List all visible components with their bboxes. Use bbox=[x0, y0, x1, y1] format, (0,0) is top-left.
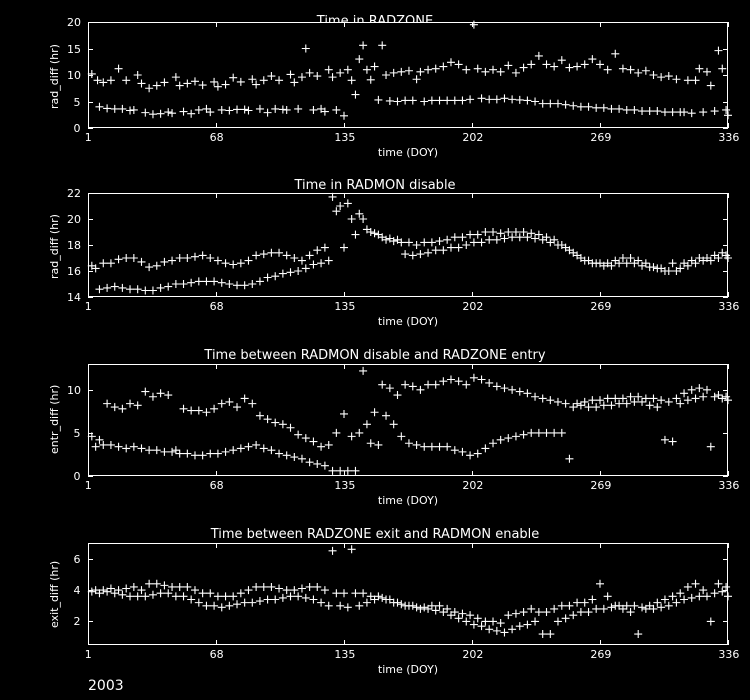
y-tick bbox=[723, 128, 728, 129]
x-tick bbox=[344, 364, 345, 369]
x-tick bbox=[344, 292, 345, 297]
x-tick-label: 269 bbox=[590, 479, 612, 492]
x-tick-label: 202 bbox=[462, 300, 484, 313]
x-tick-label: 269 bbox=[590, 131, 612, 144]
y-tick bbox=[723, 621, 728, 622]
y-tick bbox=[723, 433, 728, 434]
x-tick-label: 202 bbox=[462, 479, 484, 492]
y-tick bbox=[88, 245, 93, 246]
y-tick bbox=[88, 22, 93, 23]
y-tick bbox=[723, 75, 728, 76]
x-tick bbox=[600, 543, 601, 548]
x-tick bbox=[216, 123, 217, 128]
x-tick bbox=[728, 123, 729, 128]
x-tick-label: 135 bbox=[334, 648, 356, 661]
x-tick-label: 68 bbox=[209, 300, 224, 313]
x-tick-label: 1 bbox=[84, 479, 92, 492]
y-tick bbox=[88, 559, 93, 560]
x-tick-label: 68 bbox=[209, 131, 224, 144]
x-tick bbox=[600, 292, 601, 297]
x-tick bbox=[600, 364, 601, 369]
y-tick-label: 10 bbox=[67, 383, 81, 397]
x-tick-label: 1 bbox=[84, 648, 92, 661]
x-tick bbox=[88, 543, 89, 548]
y-axis-label: exit_diff (hr) bbox=[48, 560, 61, 628]
y-tick bbox=[723, 102, 728, 103]
y-tick bbox=[88, 621, 93, 622]
x-tick bbox=[88, 364, 89, 369]
y-tick-label: 0 bbox=[73, 470, 81, 483]
x-tick-label: 202 bbox=[462, 131, 484, 144]
x-tick bbox=[472, 292, 473, 297]
y-tick bbox=[88, 128, 93, 129]
x-tick bbox=[472, 543, 473, 548]
y-tick bbox=[88, 271, 93, 272]
y-tick-label: 18 bbox=[67, 239, 81, 252]
chart-title: Time between RADMON disable and RADZONE entry bbox=[204, 348, 546, 363]
x-tick-label: 269 bbox=[590, 648, 612, 661]
y-tick bbox=[88, 49, 93, 50]
x-tick-label: 135 bbox=[334, 131, 356, 144]
y-tick-label: 16 bbox=[67, 265, 81, 278]
y-tick bbox=[723, 193, 728, 194]
x-tick bbox=[216, 22, 217, 27]
x-axis-label: time (DOY) bbox=[377, 663, 439, 676]
x-axis-label: time (DOY) bbox=[377, 315, 439, 328]
x-axis-label: time (DOY) bbox=[377, 494, 439, 507]
plot-area bbox=[88, 543, 728, 645]
x-tick-label: 135 bbox=[334, 300, 356, 313]
y-tick-label: 22 bbox=[67, 187, 81, 200]
y-tick bbox=[723, 476, 728, 477]
plot-area bbox=[88, 364, 728, 476]
x-tick bbox=[728, 471, 729, 476]
x-tick bbox=[216, 471, 217, 476]
x-tick bbox=[472, 22, 473, 27]
x-tick bbox=[728, 543, 729, 548]
x-tick bbox=[728, 640, 729, 645]
x-tick bbox=[728, 193, 729, 198]
x-tick bbox=[88, 640, 89, 645]
chart-title: Time between RADZONE exit and RADMON enable bbox=[210, 527, 540, 542]
y-axis-label: entr_diff (hr) bbox=[48, 384, 61, 454]
x-tick bbox=[344, 640, 345, 645]
y-tick bbox=[723, 590, 728, 591]
x-tick bbox=[344, 123, 345, 128]
x-tick bbox=[600, 22, 601, 27]
y-tick-label: 6 bbox=[73, 552, 81, 566]
x-tick bbox=[600, 193, 601, 198]
y-tick bbox=[88, 390, 93, 391]
x-tick bbox=[344, 543, 345, 548]
x-tick-label: 1 bbox=[84, 131, 92, 144]
y-tick bbox=[723, 245, 728, 246]
y-tick-label: 20 bbox=[67, 16, 81, 29]
chart-title: Time in RADMON disable bbox=[294, 178, 456, 193]
y-tick-label: 0 bbox=[73, 122, 81, 135]
y-tick bbox=[88, 75, 93, 76]
x-tick bbox=[344, 22, 345, 27]
x-tick bbox=[216, 193, 217, 198]
y-tick-label: 10 bbox=[67, 69, 81, 82]
x-axis-label: time (DOY) bbox=[377, 146, 439, 159]
x-tick-label: 68 bbox=[209, 479, 224, 492]
y-axis-label: rad_diff (hr) bbox=[48, 44, 61, 109]
y-tick-label: 5 bbox=[73, 95, 81, 109]
year-label: 2003 bbox=[88, 678, 124, 694]
x-tick-label: 135 bbox=[334, 479, 356, 492]
x-tick-label: 1 bbox=[84, 300, 92, 313]
x-tick bbox=[728, 292, 729, 297]
x-tick-label: 336 bbox=[718, 131, 740, 144]
y-tick-label: 15 bbox=[67, 42, 81, 56]
y-tick bbox=[723, 297, 728, 298]
x-tick-label: 336 bbox=[718, 648, 740, 661]
x-tick bbox=[600, 640, 601, 645]
x-tick bbox=[728, 22, 729, 27]
x-tick bbox=[728, 364, 729, 369]
y-tick bbox=[723, 219, 728, 220]
y-tick bbox=[723, 271, 728, 272]
y-tick bbox=[88, 590, 93, 591]
x-tick bbox=[472, 123, 473, 128]
y-tick bbox=[88, 193, 93, 194]
x-tick bbox=[600, 123, 601, 128]
plot-area bbox=[88, 193, 728, 297]
x-tick bbox=[472, 364, 473, 369]
x-tick bbox=[216, 640, 217, 645]
y-tick bbox=[88, 433, 93, 434]
x-tick-label: 202 bbox=[462, 648, 484, 661]
y-tick bbox=[723, 22, 728, 23]
x-tick bbox=[472, 471, 473, 476]
y-tick bbox=[88, 476, 93, 477]
x-tick-label: 336 bbox=[718, 300, 740, 313]
y-tick-label: 20 bbox=[67, 213, 81, 226]
y-tick-label: 4 bbox=[73, 584, 81, 598]
x-tick bbox=[216, 364, 217, 369]
x-tick bbox=[344, 193, 345, 198]
y-tick bbox=[88, 297, 93, 298]
y-tick bbox=[723, 49, 728, 50]
x-tick bbox=[472, 640, 473, 645]
y-tick-label: 2 bbox=[73, 615, 81, 629]
y-tick-label: 14 bbox=[67, 291, 81, 304]
x-tick bbox=[344, 471, 345, 476]
y-tick-label: 5 bbox=[73, 426, 81, 440]
x-tick bbox=[216, 543, 217, 548]
y-tick bbox=[723, 390, 728, 391]
y-tick bbox=[88, 219, 93, 220]
x-tick-label: 68 bbox=[209, 648, 224, 661]
x-tick-label: 269 bbox=[590, 300, 612, 313]
x-tick bbox=[600, 471, 601, 476]
plot-area bbox=[88, 22, 728, 128]
y-axis-label: rad_diff (hr) bbox=[48, 214, 61, 279]
y-tick bbox=[723, 559, 728, 560]
x-tick bbox=[472, 193, 473, 198]
x-tick bbox=[216, 292, 217, 297]
y-tick bbox=[88, 102, 93, 103]
x-tick-label: 336 bbox=[718, 479, 740, 492]
